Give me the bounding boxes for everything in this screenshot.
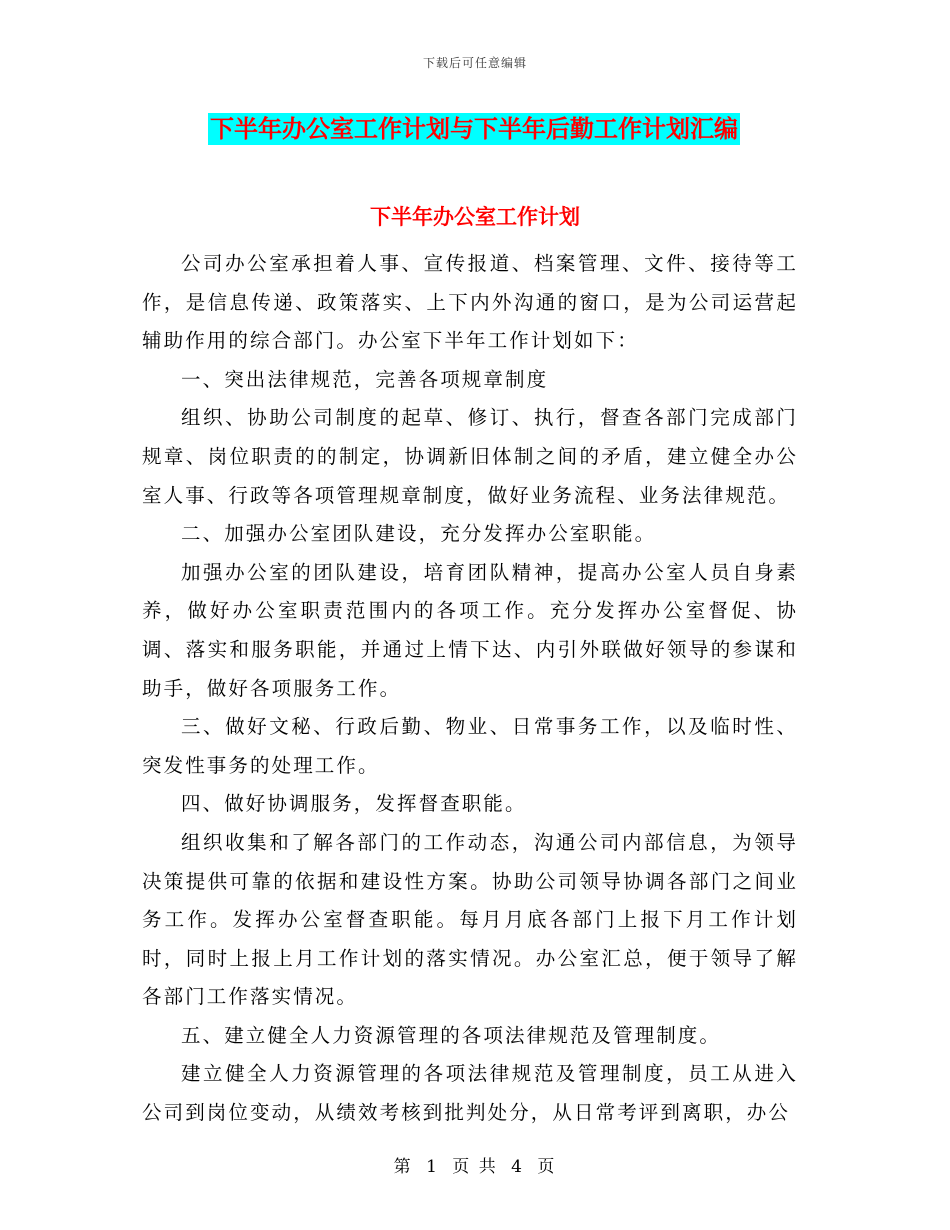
section-heading-1: 一、突出法律规范，完善各项规章制度 bbox=[181, 367, 549, 391]
section-heading-3: 三、做好文秘、行政后勤、物业、日常事务工作，以及临时性、突发性事务的处理工作。 bbox=[142, 715, 798, 777]
page-number: 1 bbox=[426, 1157, 439, 1177]
main-title-container bbox=[208, 113, 740, 145]
section-title: 下半年办公室工作计划 bbox=[370, 204, 580, 229]
main-title: 下半年办公室工作计划与下半年后勤工作计划汇编 bbox=[210, 114, 738, 143]
paragraph-4: 组织收集和了解各部门的工作动态，沟通公司内部信息，为领导决策提供可靠的依据和建设性方案。协助公司领导协调各部门之间业务工作。发挥办公室督查职能。每月月底各部门上报下月工作计划时，同时上报上月工作计划的落实情况。办公室汇总，便于领导了解各部门工作落实情况。 bbox=[142, 830, 798, 1009]
section-heading-5: 五、建立健全人力资源管理的各项法律规范及管理制度。 bbox=[181, 1023, 722, 1047]
paragraph-5: 建立健全人力资源管理的各项法律规范及管理制度，员工从进入公司到岗位变动，从绩效考核到批判处分，从日常考评到离职，办公 bbox=[142, 1062, 798, 1125]
section-heading-2: 二、加强办公室团队建设，充分发挥办公室职能。 bbox=[181, 522, 657, 546]
page-label-suffix: 页 bbox=[537, 1157, 557, 1177]
paragraph-1: 组织、协助公司制度的起草、修订、执行，督查各部门完成部门规章、岗位职责的的制定，协调新旧体制之间的矛盾，建立健全办公室人事、行政等各项管理规章制度，做好业务流程、业务法律规范。 bbox=[142, 406, 798, 507]
page-total: 4 bbox=[511, 1157, 524, 1177]
page-label-mid: 页 共 bbox=[452, 1157, 498, 1177]
section-heading-4: 四、做好协调服务，发挥督查职能。 bbox=[181, 792, 527, 816]
paragraph-2: 加强办公室的团队建设，培育团队精神，提高办公室人员自身素养，做好办公室职责范围内的各项工作。充分发挥办公室督促、协调、落实和服务职能，并通过上情下达、内引外联做好领导的参谋和助手，做好各项服务工作。 bbox=[142, 560, 798, 700]
page-label-prefix: 第 bbox=[393, 1157, 413, 1177]
page-header-note: 下载后可任意编辑 bbox=[422, 56, 527, 70]
page-footer bbox=[0, 1152, 950, 1177]
paragraph-intro: 公司办公室承担着人事、宣传报道、档案管理、文件、接待等工作，是信息传递、政策落实、上下内外沟通的窗口，是为公司运营起辅助作用的综合部门。办公室下半年工作计划如下： bbox=[142, 252, 798, 353]
document-body bbox=[142, 245, 798, 1133]
